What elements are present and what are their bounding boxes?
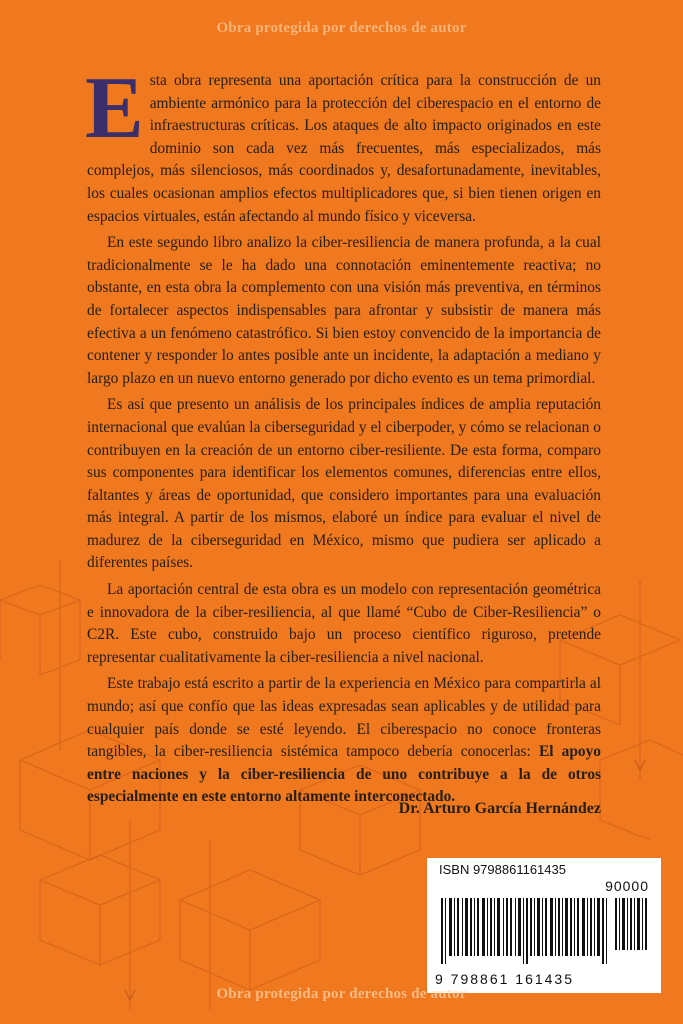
paragraph-5-text: Este trabajo está escrito a partir de la experiencia en México para compartirla al mundo; así que confío que las ideas expresadas sean aplicables y de utilidad para cualquier país donde se esté leyendo. El ciberespacio no conoce fronteras tangibles, la ciber-resiliencia sistémica tampoco debería conocerlas: bbox=[87, 675, 601, 761]
isbn-label: ISBN 9798861161435 bbox=[439, 862, 566, 877]
drop-cap: E bbox=[85, 60, 144, 157]
barcode-bars bbox=[437, 880, 651, 970]
paragraph-1-text: sta obra representa una aportación crítica para la construcción de un ambiente armónico para la protección del ciberespacio en el entorno de infraestructuras críticas. Los ataques de alto impacto originados en este dominio son cada vez más frecuentes, más especializados, más complejos, más silenciosos, más coordinados y, desafortunadamente, inevitables, los cuales ocasionan amplios efectos multiplicadores que, si bien tienen origen en espacios virtuales, están afectando al mundo físico y viceversa. bbox=[87, 72, 601, 225]
paragraph-2: En este segundo libro analizo la ciber-resiliencia de manera profunda, a la cual tradicionalmente se le ha dado una connotación eminentemente reactiva; no obstante, en esta obra la complemento con una visión más preventiva, en términos de fortalecer aspectos indispensables para afrontar y subsistir de manera más efectiva a un fenómeno catastrófico. Si bien estoy convencido de la importancia de contener y responder lo antes posible ante un incidente, la adaptación a mediano y largo plazo en un nuevo entorno generado por dicho evento es un tema primordial. bbox=[87, 234, 601, 387]
paragraph-5 bbox=[87, 673, 601, 809]
price-code: 90000 bbox=[605, 878, 649, 894]
author-name: Dr. Arturo García Hernández bbox=[398, 800, 601, 817]
paragraph-3: Es así que presento un análisis de los principales índices de amplia reputación internacional que evalúan la ciberseguridad y el ciberpoder, y cómo se relacionan o contribuyen en la creación de un entorno ciber-resiliente. De esta forma, comparo sus componentes para identificar los elementos comunes, diferencias entre ellos, faltantes y áreas de oportunidad, que considero importantes para una evaluación más integral. A partir de los mismos, elaboré un índice para evaluar el nivel de madurez de la ciberseguridad en México, mismo que pudiera ser aplicado a diferentes países. bbox=[87, 396, 601, 572]
watermark-bottom: Obra protegida por derechos de autor bbox=[216, 986, 467, 1002]
watermark-top: Obra protegida por derechos de autor bbox=[216, 20, 467, 36]
paragraph-1 bbox=[85, 60, 601, 228]
paragraph-5-bold-text: El apoyo entre naciones y la ciber-resiliencia de uno contribuye a la de otros especialmente en este entorno altamente interconectado. bbox=[87, 743, 601, 806]
paragraph-4: La aportación central de esta obra es un modelo con representación geométrica e innovadora de la ciber-resiliencia, al que llamé “Cubo de Ciber-Resiliencia” o C2R. Este cubo, construido bajo un proceso científico riguroso, pretende representar cualitativamente la ciber-resiliencia a nivel nacional. bbox=[87, 581, 601, 666]
synopsis-text bbox=[85, 60, 601, 813]
isbn-barcode bbox=[427, 858, 661, 993]
barcode-digits: 9 798861 161435 bbox=[435, 971, 574, 987]
